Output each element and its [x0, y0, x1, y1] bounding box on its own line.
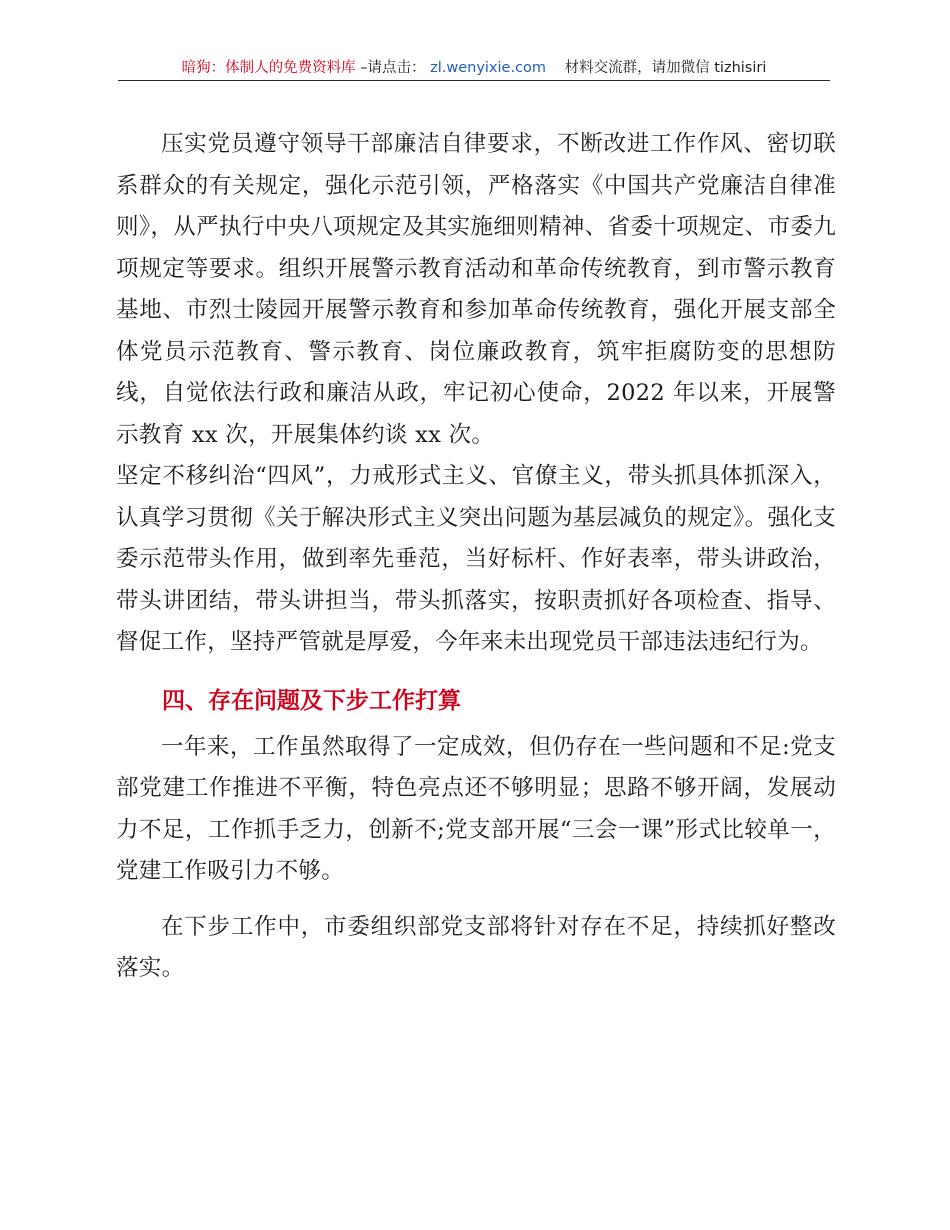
- document-body: [116, 124, 836, 990]
- header-brand: 暗狗：体制人的免费资料库: [181, 60, 356, 76]
- page-header: [118, 56, 830, 80]
- header-prompt: –请点击：: [360, 60, 426, 76]
- header-divider: [118, 80, 830, 81]
- paragraph-1: 压实党员遵守领导干部廉洁自律要求，不断改进工作作风、密切联系群众的有关规定，强化示范引领，严格落实《中国共产党廉洁自律准则》，从严执行中央八项规定及其实施细则精神、省委十项规定、市委九项规定等要求。组织开展警示教育活动和革命传统教育，到市警示教育基地、市烈士陵园开展警示教育和参加革命传统教育，强化开展支部全体党员示范教育、警示教育、岗位廉政教育，筑牢拒腐防变的思想防线，自觉依法行政和廉洁从政，牢记初心使命，2022 年以来，开展警示教育 xx 次，开展集体约谈 xx 次。: [116, 131, 836, 448]
- paragraph-2: 坚定不移纠治“四风”，力戒形式主义、官僚主义，带头抓具体抓深入，认真学习贯彻《关于解决形式主义突出问题为基层减负的规定》。强化支委示范带头作用，做到率先垂范，当好标杆、作好表率，带头讲政治，带头讲团结，带头讲担当，带头抓落实，按职责抓好各项检查、指导、督促工作，坚持严管就是厚爱，今年来未出现党员干部违法违纪行为。: [116, 463, 836, 655]
- paragraph-spacer: [116, 893, 836, 907]
- header-url-link[interactable]: zl.wenyixie.com: [430, 60, 547, 76]
- section-heading-4: 四、存在问题及下步工作打算: [162, 687, 461, 714]
- paragraph-3: 一年来，工作虽然取得了一定成效，但仍存在一些问题和不足:党支部党建工作推进不平衡，特色亮点还不够明显；思路不够开阔，发展动力不足，工作抓手乏力，创新不;党支部开展“三会一课”形式比较单一，党建工作吸引力不够。: [116, 733, 836, 884]
- header-contact: 材料交流群，请加微信 tizhisiri: [564, 60, 767, 76]
- paragraph-4: 在下步工作中，市委组织部党支部将针对存在不足，持续抓好整改落实。: [116, 913, 836, 981]
